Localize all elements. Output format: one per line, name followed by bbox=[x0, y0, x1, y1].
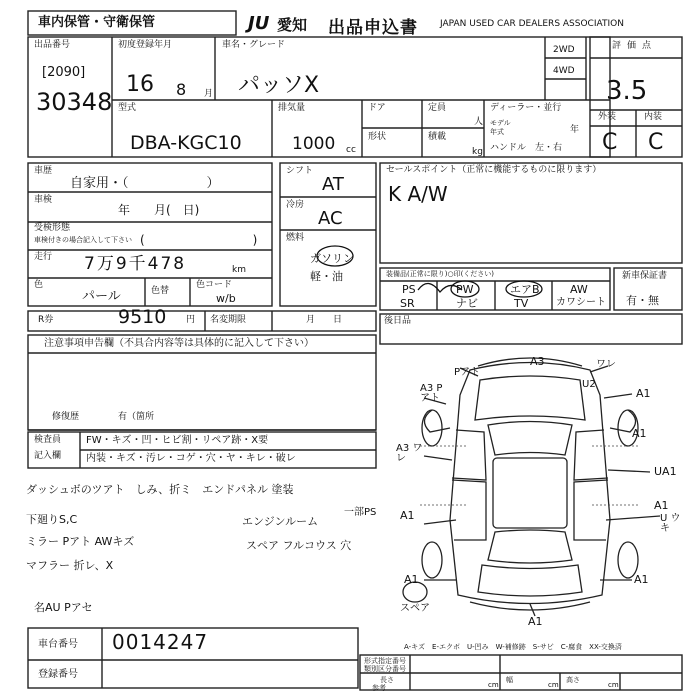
load-label: 積載 bbox=[428, 132, 447, 142]
model-year-label: モデル bbox=[490, 119, 511, 127]
lot-label: 出品番号 bbox=[34, 40, 71, 50]
equip-ps: PS bbox=[402, 283, 416, 296]
interior-line: 内装・キズ・汚レ・コゲ・穴・ヤ・キレ・破レ bbox=[86, 453, 296, 464]
cm-unit-2: cm bbox=[548, 681, 559, 689]
score-value: 3.5 bbox=[606, 76, 648, 106]
drive-4wd: 4WD bbox=[553, 66, 575, 76]
category-number-label: 類別区分番号 bbox=[364, 665, 406, 673]
dmg-front-right-2: U2 bbox=[582, 379, 596, 390]
damage-legend: A-キズ E-エクボ U-凹み W-補修跡 S-サビ C-腐食 XX-交換済 bbox=[404, 643, 622, 651]
exterior-label: 外装 bbox=[598, 112, 617, 122]
dmg-left-rear: A1 bbox=[400, 509, 415, 522]
mileage-label: 走行 bbox=[34, 252, 53, 262]
model-year-label2: 年式 bbox=[490, 128, 504, 136]
dmg-left-mirror: A3 Pアト bbox=[420, 383, 443, 404]
transfer-value: 月 日 bbox=[306, 315, 343, 325]
sales-point-label: セールスポイント（正常に機能するものに限ります） bbox=[386, 165, 602, 175]
form-number-label: 形式指定番号 bbox=[364, 657, 406, 665]
aircon-value: AC bbox=[318, 208, 343, 229]
color-change-label: 色替 bbox=[151, 286, 170, 296]
width-label: 幅 bbox=[506, 676, 513, 684]
storage-label: 車内保管・守衛保管 bbox=[38, 15, 156, 30]
equip-seat: カワシート bbox=[556, 297, 606, 308]
displacement-label: 排気量 bbox=[278, 103, 306, 113]
color-label: 色 bbox=[34, 280, 44, 290]
history-value: 自家用・（ ） bbox=[70, 176, 220, 191]
color-code: w/b bbox=[216, 292, 236, 305]
recept-label: 受検形態 bbox=[34, 223, 71, 233]
shift-label: シフト bbox=[286, 166, 314, 176]
inspection-value: 年 月( 日) bbox=[118, 203, 200, 217]
model-label: 型式 bbox=[118, 103, 137, 113]
dmg-right-rear: A1 bbox=[654, 499, 669, 512]
dmg-front-left: Pアト bbox=[454, 367, 481, 378]
fuel-light: 軽・油 bbox=[310, 270, 343, 283]
equip-sr: SR bbox=[400, 297, 415, 310]
inspection-label: 車検 bbox=[34, 195, 53, 205]
dmg-right-wheel: A1 bbox=[632, 427, 647, 440]
yen-unit: 円 bbox=[186, 315, 196, 325]
cc-unit: cc bbox=[346, 145, 356, 155]
year-unit: 年 bbox=[570, 125, 580, 135]
note-right-3: 一部PS bbox=[344, 507, 377, 518]
score-label: 評価点 bbox=[612, 41, 658, 51]
reg-number-label: 登録番号 bbox=[38, 669, 78, 680]
equip-pw: PW bbox=[456, 283, 474, 296]
equip-airbag: エアB bbox=[510, 283, 540, 296]
shape-label: 形状 bbox=[368, 132, 387, 142]
displacement-value: 1000 bbox=[292, 134, 336, 154]
km-unit: km bbox=[232, 265, 246, 275]
note-line-2: 下廻りS,C bbox=[26, 513, 78, 526]
chassis-value: 0014247 bbox=[112, 630, 209, 654]
equip-aw: AW bbox=[570, 283, 588, 296]
note-line-4: マフラー 折レ、X bbox=[26, 559, 114, 572]
dmg-left-door: A3 ワレ bbox=[396, 443, 423, 464]
dmg-front-right: ワレ bbox=[596, 359, 616, 370]
association-label: JAPAN USED CAR DEALERS ASSOCIATION bbox=[440, 19, 624, 29]
aircon-label: 冷房 bbox=[286, 200, 305, 210]
transfer-label: 名変期限 bbox=[210, 315, 247, 325]
cm-unit-1: cm bbox=[488, 681, 499, 689]
note-right-1: エンジンルーム bbox=[242, 515, 319, 528]
history-label: 車歴 bbox=[34, 166, 53, 176]
spare-label: スペア bbox=[400, 603, 430, 614]
lot-number: 30348 bbox=[36, 88, 113, 116]
warranty-label: 新車保証書 bbox=[622, 271, 668, 281]
dmg-right-door: UA1 bbox=[654, 465, 677, 478]
drive-2wd: 2WD bbox=[553, 45, 575, 55]
recept-paren: ( ) bbox=[140, 233, 258, 247]
note-line-1: ダッシュボのツアト しみ、折ミ エンドパネル 塗装 bbox=[26, 483, 294, 496]
after-goods-label: 後日品 bbox=[384, 316, 412, 326]
door-label: ドア bbox=[368, 103, 386, 113]
reg-year: 16 bbox=[126, 72, 154, 97]
fuel-gasoline: ガソリン bbox=[310, 252, 354, 265]
note-right-2: スペア フルコウス 穴 bbox=[246, 539, 352, 552]
inspector-label2: 記入欄 bbox=[34, 451, 62, 461]
lot-small: [2090] bbox=[42, 65, 86, 80]
chassis-label: 車台番号 bbox=[38, 639, 78, 650]
recept-note: 車検付きの場合記入して下さい bbox=[34, 236, 132, 244]
interior-grade: C bbox=[648, 130, 664, 155]
handle-label: ハンドル 左・右 bbox=[490, 143, 563, 153]
region-label: 愛知 bbox=[277, 16, 308, 34]
ju-logo: JU bbox=[248, 13, 270, 34]
form-title: 出品申込書 bbox=[328, 18, 418, 38]
person-unit: 人 bbox=[474, 117, 484, 127]
r-ticket-value: 9510 bbox=[118, 306, 167, 328]
height-label: 高さ bbox=[566, 676, 580, 684]
notes-label: 注意事項申告欄（不具合内容等は具体的に記入して下さい） bbox=[44, 338, 314, 349]
cm-unit-3: cm bbox=[608, 681, 619, 689]
interior-label: 内装 bbox=[644, 112, 663, 122]
model-value: DBA-KGC10 bbox=[130, 132, 242, 154]
length-label: 長さ bbox=[380, 676, 394, 684]
dmg-rear: A1 bbox=[528, 615, 543, 628]
name-label: 車名・グレード bbox=[222, 40, 286, 50]
ref-label-1: 参考 bbox=[372, 684, 386, 692]
reg-month: 8 bbox=[176, 80, 187, 99]
capacity-label: 定員 bbox=[428, 103, 447, 113]
equip-tv: TV bbox=[514, 297, 529, 310]
dmg-right-front: A1 bbox=[636, 387, 651, 400]
note-line-3: ミラー Pアト AWキズ bbox=[26, 535, 135, 548]
color-value: パール bbox=[82, 289, 121, 304]
equipment-label: 装備品(正常に限り)○印(ください) bbox=[386, 270, 495, 278]
note-line-5: 名AU Pアセ bbox=[34, 601, 93, 614]
repair-label: 修復歴 bbox=[52, 412, 80, 422]
sales-point-value: K A/W bbox=[388, 182, 448, 206]
dmg-left-bottom: A1 bbox=[404, 573, 419, 586]
shift-value: AT bbox=[322, 174, 344, 195]
inspector-label: 検査員 bbox=[34, 435, 62, 445]
reg-label: 初度登録年月 bbox=[118, 40, 173, 50]
warranty-value: 有・無 bbox=[626, 294, 659, 307]
fw-line: FW・キズ・凹・ヒビ割・リペア跡・X要 bbox=[86, 435, 269, 446]
color-code-label: 色コード bbox=[196, 280, 233, 290]
fuel-label: 燃料 bbox=[286, 233, 305, 243]
exterior-grade: C bbox=[602, 130, 618, 155]
repair-value: 有（箇所 bbox=[118, 412, 155, 422]
dmg-right-bottom: A1 bbox=[634, 573, 649, 586]
equip-navi: ナビ bbox=[456, 297, 478, 310]
car-name: パッソX bbox=[238, 73, 320, 98]
r-ticket-label: R券 bbox=[38, 315, 54, 325]
kg-unit: kg bbox=[472, 147, 483, 157]
mileage-value: 7万9千478 bbox=[84, 254, 187, 274]
dealer-label: ディーラー・並行 bbox=[490, 103, 562, 113]
dmg-right-dent: U ウキ bbox=[660, 513, 681, 534]
reg-month-unit: 月 bbox=[204, 89, 214, 99]
dmg-front-a3: A3 bbox=[530, 355, 545, 368]
